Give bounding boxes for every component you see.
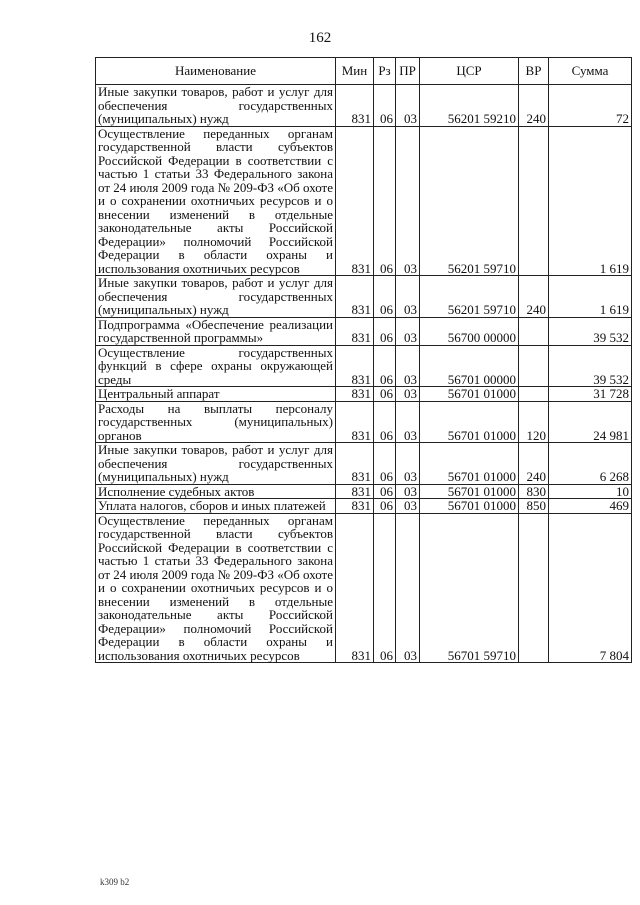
row-csr-cell: 56701 00000 [420, 345, 519, 387]
row-rz-cell: 06 [374, 513, 396, 663]
column-header-rz: Рз [374, 58, 396, 85]
row-vr-cell: 850 [519, 499, 549, 514]
row-csr-cell: 56701 01000 [420, 484, 519, 499]
row-vr-cell [519, 345, 549, 387]
row-csr-cell: 56201 59210 [420, 85, 519, 127]
row-pr-cell: 03 [396, 85, 420, 127]
column-header-csr: ЦСР [420, 58, 519, 85]
budget-table [95, 57, 632, 663]
row-sum-cell: 10 [549, 484, 632, 499]
row-min-cell: 831 [336, 484, 374, 499]
row-name-cell: Уплата налогов, сборов и иных платежей [96, 499, 336, 514]
row-sum-cell: 1 619 [549, 276, 632, 318]
row-pr-cell: 03 [396, 387, 420, 402]
row-sum-cell: 24 981 [549, 401, 632, 443]
row-sum-cell: 7 804 [549, 513, 632, 663]
row-sum-cell: 39 532 [549, 317, 632, 345]
row-rz-cell: 06 [374, 401, 396, 443]
row-sum-cell: 469 [549, 499, 632, 514]
row-name-cell: Центральный аппарат [96, 387, 336, 402]
table-row [96, 345, 632, 387]
table-row [96, 401, 632, 443]
row-min-cell: 831 [336, 345, 374, 387]
table-row [96, 513, 632, 663]
row-vr-cell [519, 126, 549, 276]
column-header-sum: Сумма [549, 58, 632, 85]
row-min-cell: 831 [336, 85, 374, 127]
row-pr-cell: 03 [396, 317, 420, 345]
row-rz-cell: 06 [374, 499, 396, 514]
row-sum-cell: 39 532 [549, 345, 632, 387]
row-pr-cell: 03 [396, 484, 420, 499]
table-row [96, 317, 632, 345]
footer-code: k309 b2 [100, 877, 130, 887]
row-vr-cell: 240 [519, 443, 549, 485]
row-pr-cell: 03 [396, 126, 420, 276]
table-body [96, 85, 632, 663]
table-row [96, 443, 632, 485]
table-row [96, 85, 632, 127]
row-pr-cell: 03 [396, 499, 420, 514]
row-pr-cell: 03 [396, 513, 420, 663]
row-name-cell: Расходы на выплаты персоналу государственных (муниципальных) органов [96, 401, 336, 443]
row-sum-cell: 6 268 [549, 443, 632, 485]
row-csr-cell: 56201 59710 [420, 126, 519, 276]
row-vr-cell: 120 [519, 401, 549, 443]
row-min-cell: 831 [336, 499, 374, 514]
row-name-cell: Иные закупки товаров, работ и услуг для обеспечения государственных (муниципальных) нужд [96, 443, 336, 485]
column-header-name: Наименование [96, 58, 336, 85]
row-name-cell: Осуществление государственных функций в сфере охраны окружающей среды [96, 345, 336, 387]
row-csr-cell: 56701 01000 [420, 387, 519, 402]
row-vr-cell: 830 [519, 484, 549, 499]
row-name-cell: Исполнение судебных актов [96, 484, 336, 499]
row-min-cell: 831 [336, 401, 374, 443]
row-name-cell: Иные закупки товаров, работ и услуг для обеспечения государственных (муниципальных) нужд [96, 85, 336, 127]
row-csr-cell: 56700 00000 [420, 317, 519, 345]
row-csr-cell: 56201 59710 [420, 276, 519, 318]
row-rz-cell: 06 [374, 276, 396, 318]
row-sum-cell: 72 [549, 85, 632, 127]
row-pr-cell: 03 [396, 401, 420, 443]
row-pr-cell: 03 [396, 443, 420, 485]
row-min-cell: 831 [336, 443, 374, 485]
row-vr-cell: 240 [519, 85, 549, 127]
row-vr-cell [519, 317, 549, 345]
row-name-cell: Иные закупки товаров, работ и услуг для обеспечения государственных (муниципальных) нужд [96, 276, 336, 318]
row-rz-cell: 06 [374, 85, 396, 127]
row-min-cell: 831 [336, 513, 374, 663]
column-header-vr: ВР [519, 58, 549, 85]
row-csr-cell: 56701 01000 [420, 401, 519, 443]
row-min-cell: 831 [336, 126, 374, 276]
column-header-pr: ПР [396, 58, 420, 85]
table-row [96, 387, 632, 402]
row-rz-cell: 06 [374, 345, 396, 387]
row-vr-cell [519, 513, 549, 663]
page-number: 162 [308, 30, 332, 46]
row-rz-cell: 06 [374, 484, 396, 499]
row-name-cell: Подпрограмма «Обеспечение реализации государственной программы» [96, 317, 336, 345]
row-min-cell: 831 [336, 387, 374, 402]
row-rz-cell: 06 [374, 317, 396, 345]
row-rz-cell: 06 [374, 443, 396, 485]
table-row [96, 484, 632, 499]
row-rz-cell: 06 [374, 126, 396, 276]
table-header-row [96, 58, 632, 85]
table-row [96, 126, 632, 276]
row-min-cell: 831 [336, 276, 374, 318]
row-rz-cell: 06 [374, 387, 396, 402]
row-name-cell: Осуществление переданных органам государственной власти субъектов Российской Федерации в соответствии с частью 1 статьи 33 Федерального закона от 24 июля 2009 года № 209-ФЗ «Об охоте и о сохранении охотничьих ресурсов и о внесении изменений в отдельные законодательные акты Российской Федерации» полномочий Российской Федерации в области охраны и использования охотничьих ресурсов [96, 513, 336, 663]
table-row [96, 499, 632, 514]
row-pr-cell: 03 [396, 276, 420, 318]
table-row [96, 276, 632, 318]
row-csr-cell: 56701 01000 [420, 443, 519, 485]
row-sum-cell: 1 619 [549, 126, 632, 276]
row-name-cell: Осуществление переданных органам государственной власти субъектов Российской Федерации в соответствии с частью 1 статьи 33 Федерального закона от 24 июля 2009 года № 209-ФЗ «Об охоте и о сохранении охотничьих ресурсов и о внесении изменений в отдельные законодательные акты Российской Федерации» полномочий Российской Федерации в области охраны и использования охотничьих ресурсов [96, 126, 336, 276]
column-header-min: Мин [336, 58, 374, 85]
row-pr-cell: 03 [396, 345, 420, 387]
row-vr-cell: 240 [519, 276, 549, 318]
row-vr-cell [519, 387, 549, 402]
row-sum-cell: 31 728 [549, 387, 632, 402]
row-min-cell: 831 [336, 317, 374, 345]
row-csr-cell: 56701 01000 [420, 499, 519, 514]
row-csr-cell: 56701 59710 [420, 513, 519, 663]
